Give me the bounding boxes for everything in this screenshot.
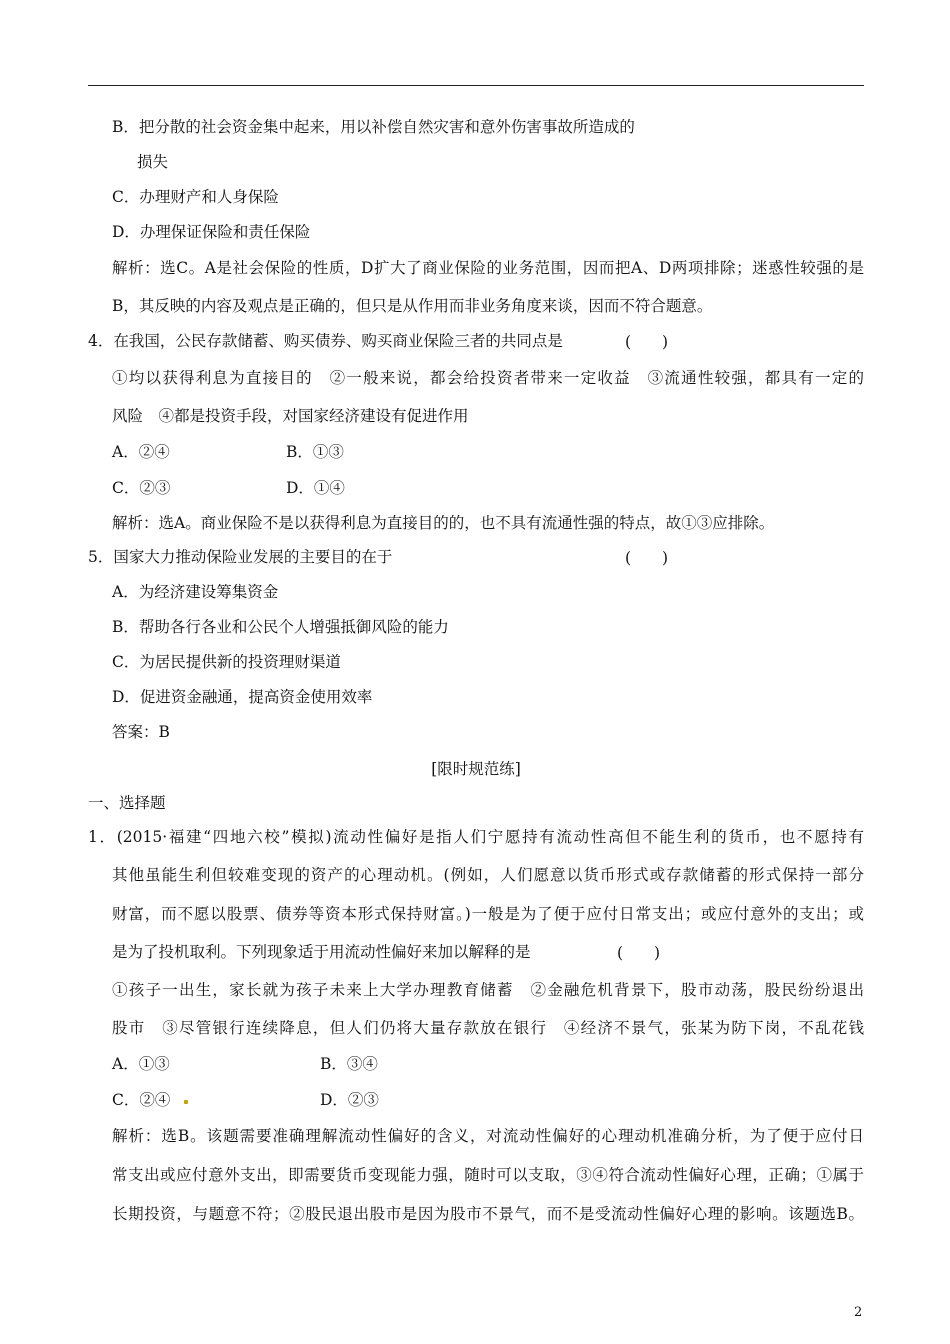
p1-option-c: C．②④ <box>112 1091 171 1109</box>
q5-option-c: C．为居民提供新的投资理财渠道 <box>112 653 341 671</box>
q4-items-line2: 风险 ④都是投资手段，对国家经济建设有促进作用 <box>112 407 469 425</box>
q5-option-a: A．为经济建设筹集资金 <box>112 583 279 601</box>
q4-option-c: C．②③ <box>112 479 171 497</box>
p1-analysis-line1: 解析：选B。该题需要准确理解流动性偏好的含义，对流动性偏好的心理动机准确分析，为了便于应付日 <box>112 1127 864 1145</box>
q5-stem: 5．国家大力推动保险业发展的主要目的在于 <box>88 548 393 566</box>
q3-analysis-line2: B，其反映的内容及观点是正确的，但只是从作用而非业务角度来谈，因而不符合题意。 <box>112 297 713 315</box>
p1-stem-line2: 其他虽能生利但较难变现的资产的心理动机。(例如，人们愿意以货币形式或存款储蓄的形式保持一部分 <box>112 866 864 884</box>
q4-analysis: 解析：选A。商业保险不是以获得利息为直接目的的，也不具有流通性强的特点，故①③应排除。 <box>112 514 775 532</box>
page-number: 2 <box>854 1305 863 1320</box>
q4-option-d: D．①④ <box>286 479 345 497</box>
part-heading: 一、选择题 <box>88 794 166 812</box>
q3-option-c: C．办理财产和人身保险 <box>112 188 279 206</box>
p1-analysis-line2: 常支出或应付意外支出，即需要货币变现能力强，随时可以支取，③④符合流动性偏好心理，正确；①属于 <box>112 1166 864 1184</box>
p1-items-line2: 股市 ③尽管银行连续降息，但人们仍将大量存款放在银行 ④经济不景气，张某为防下岗，不乱花钱 <box>112 1019 864 1037</box>
section-title: [限时规范练] <box>431 760 521 778</box>
p1-option-b: B．③④ <box>320 1055 378 1073</box>
p1-stem-line4: 是为了投机取利。下列现象适于用流动性偏好来加以解释的是 <box>112 943 531 961</box>
p1-items-line1: ①孩子一出生，家长就为孩子未来上大学办理教育储蓄 ②金融危机背景下，股市动荡，股民纷纷退出 <box>112 981 864 999</box>
q3-option-b-line1: B．把分散的社会资金集中起来，用以补偿自然灾害和意外伤害事故所造成的 <box>112 118 635 136</box>
q4-items-line1: ①均以获得利息为直接目的 ②一般来说，都会给投资者带来一定收益 ③流通性较强，都具有一定的 <box>112 369 864 387</box>
p1-stem-line3: 财富，而不愿以股票、债券等资本形式保持财富。)一般是为了便于应付日常支出；或应付意外的支出；或 <box>112 905 864 923</box>
q3-analysis-line1: 解析：选C。A是社会保险的性质，D扩大了商业保险的业务范围，因而把A、D两项排除；迷惑性较强的是 <box>112 259 864 277</box>
p1-stem-line1: 1．(2015·福建“四地六校”模拟)流动性偏好是指人们宁愿持有流动性高但不能生利的货币，也不愿持有 <box>88 828 864 846</box>
q4-stem: 4．在我国，公民存款储蓄、购买债券、购买商业保险三者的共同点是 <box>88 332 563 350</box>
q3-option-d: D．办理保证保险和责任保险 <box>112 223 311 241</box>
q4-answer-paren: ( ) <box>625 333 669 351</box>
q3-option-b-line2: 损失 <box>137 153 169 171</box>
p1-option-a: A．①③ <box>112 1055 170 1073</box>
q5-answer-paren: ( ) <box>625 549 669 567</box>
q5-answer: 答案：B <box>112 723 170 741</box>
marker-dot <box>184 1100 188 1104</box>
header-rule <box>88 85 864 86</box>
p1-option-d: D．②③ <box>320 1091 379 1109</box>
p1-answer-paren: ( ) <box>617 944 661 962</box>
q4-option-b: B．①③ <box>286 443 344 461</box>
p1-analysis-line3: 长期投资，与题意不符；②股民退出股市是因为股市不景气，而不是受流动性偏好心理的影响。该题选B。 <box>112 1205 864 1223</box>
q5-option-d: D．促进资金融通，提高资金使用效率 <box>112 688 373 706</box>
q4-option-a: A．②④ <box>112 443 170 461</box>
q5-option-b: B．帮助各行各业和公民个人增强抵御风险的能力 <box>112 618 449 636</box>
